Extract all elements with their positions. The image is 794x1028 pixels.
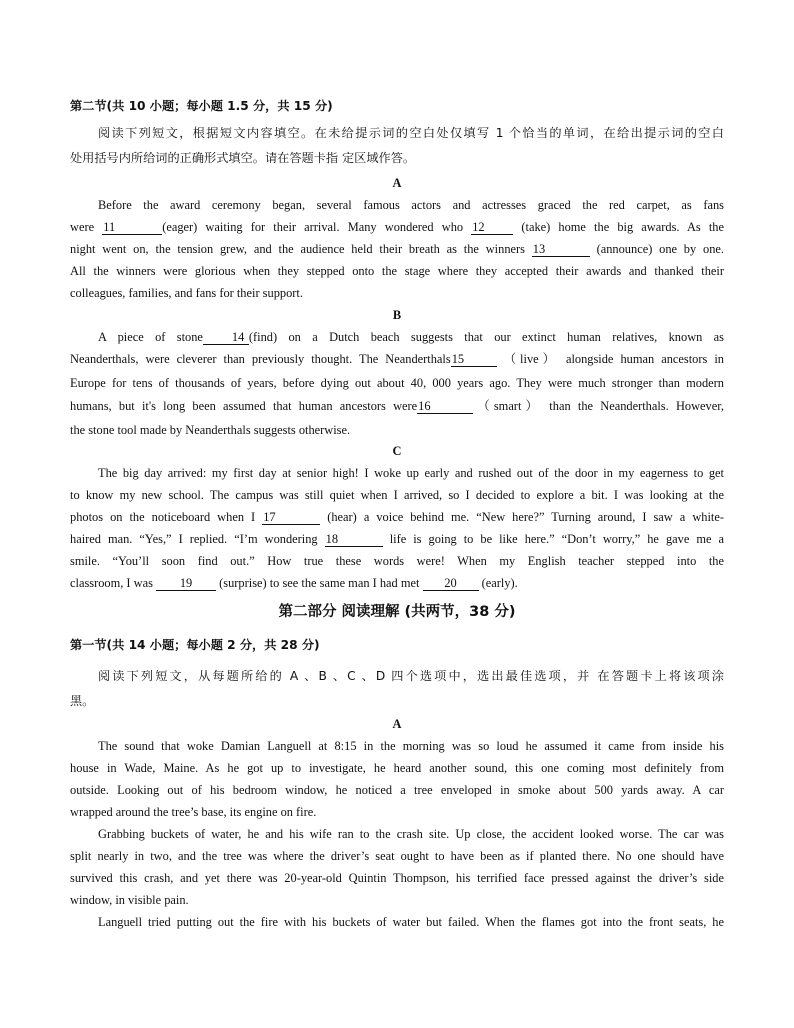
text: haired man. “Yes,” I replied. “I’m wondering (70, 532, 318, 546)
passage-line (70, 241, 724, 257)
blank-11[interactable]: 11 (102, 220, 162, 235)
passage-line: Languell tried putting out the fire with his buckets of water but failed. When the flames got into the front seats, he (98, 915, 724, 929)
passage-line (70, 219, 724, 235)
passage-line: outside. Looking out of his bedroom window, he noticed a tree enveloped in smoke about 500 yards away. A car (70, 783, 724, 797)
passage-line (70, 351, 724, 367)
passage-label: C (392, 444, 402, 458)
passage-line (70, 531, 724, 547)
blank-17[interactable]: 17 (262, 510, 320, 525)
text: life is going to be like here.” “Don’t worry,” he gave me a (389, 532, 725, 546)
text: (early). (481, 576, 518, 590)
passage-line (70, 575, 724, 591)
passage-line: The sound that woke Damian Languell at 8:15 in the morning was so loud he assumed it came from inside his (98, 739, 724, 753)
text: photos on the noticeboard when I (70, 510, 256, 524)
passage-line: The big day arrived: my first day at senior high! I woke up early and rushed out of the door in my eagerness to get (98, 466, 724, 480)
section-heading: 第一节(共 14 小题；每小题 2 分，共 28 分) (70, 638, 320, 652)
instruction-line: 阅读下列短文，根据短文内容填空。在未给提示词的空白处仅填写 1 个恰当的单词，在给出提示词的空白 (98, 126, 724, 140)
section-heading: 第二节(共 10 小题；每小题 1.5 分，共 15 分) (70, 99, 333, 113)
text: humans, but it's long been assumed that human ancestors were (70, 399, 418, 413)
text: (surprise) to see the same man I had met (219, 576, 420, 590)
passage-label: A (392, 717, 402, 731)
blank-16[interactable]: 16 (417, 399, 473, 414)
text: (announce) one by one. (596, 242, 724, 256)
passage-line: survived this crash, and yet there was 20-year-old Quintin Thompson, his terrified face pressed against the driver’s side (70, 871, 724, 885)
text: classroom, I was (70, 576, 153, 590)
passage-line: Europe for tens of thousands of years, before dying out about 40, 000 years ago. They were much stronger than modern (70, 376, 724, 390)
passage-line: split nearly in two, and the tree was where the driver’s seat ought to have been as if planted there. No one should have (70, 849, 724, 863)
passage-line: smile. “You’ll soon find out.” How true these words were! When my English teacher stepped into the (70, 554, 724, 568)
text: (find) on a Dutch beach suggests that our extinct human relatives, known as (248, 330, 725, 344)
passage-label: A (392, 176, 402, 190)
text: Neanderthals, were cleverer than previously thought. The Neanderthals (70, 352, 451, 366)
instruction-line: 阅读下列短文，从每题所给的 A 、B 、C 、D 四个选项中，选出最佳选项，并 在答题卡上将该项涂 (98, 669, 724, 683)
blank-12[interactable]: 12 (471, 220, 513, 235)
passage-line: All the winners were glorious when they stepped onto the stage where they accepted their awards and thanked their (70, 264, 724, 278)
passage-line (70, 509, 724, 525)
passage-line: to know my new school. The campus was still quiet when I arrived, so I decided to explore a bit. I was looking at the (70, 488, 724, 502)
passage-line (70, 329, 724, 345)
blank-13[interactable]: 13 (532, 242, 590, 257)
passage-line (70, 398, 724, 414)
text: (eager) waiting for their arrival. Many wondered who (162, 220, 464, 234)
instruction-line: 黑。 (70, 694, 95, 708)
passage-line: colleagues, families, and fans for their support. (70, 286, 303, 300)
passage-line: Before the award ceremony began, several famous actors and actresses graced the red carpet, as fans (98, 198, 724, 212)
blank-14[interactable]: 14 (203, 330, 249, 345)
text: （smart） than the Neanderthals. However, (473, 399, 724, 413)
instruction-line: 处用括号内所给词的正确形式填空。请在答题卡指 定区域作答。 (70, 151, 416, 165)
passage-label: B (392, 308, 402, 322)
text: A piece of stone (98, 330, 203, 344)
passage-line: house in Wade, Maine. As he got up to investigate, he heard another sound, this one coming most definitely from (70, 761, 724, 775)
text: （live） alongside human ancestors in (503, 352, 724, 366)
text: night went on, the tension grew, and the audience held their breath as the winners (70, 242, 525, 256)
text: (hear) a voice behind me. “New here?” Turning around, I saw a white- (327, 510, 724, 524)
blank-20[interactable]: 20 (423, 576, 479, 591)
text: (take) home the big awards. As the (521, 220, 724, 234)
blank-15[interactable]: 15 (451, 352, 497, 367)
passage-line: window, in visible pain. (70, 893, 189, 907)
passage-line: the stone tool made by Neanderthals suggests otherwise. (70, 423, 351, 437)
blank-18[interactable]: 18 (325, 532, 383, 547)
blank-19[interactable]: 19 (156, 576, 216, 591)
part-heading: 第二部分 阅读理解 (共两节，38 分) (278, 604, 516, 620)
passage-line: wrapped around the tree’s base, its engine on fire. (70, 805, 317, 819)
passage-line: Grabbing buckets of water, he and his wife ran to the crash site. Up close, the accident looked worse. The car was (98, 827, 724, 841)
text: were (70, 220, 95, 234)
